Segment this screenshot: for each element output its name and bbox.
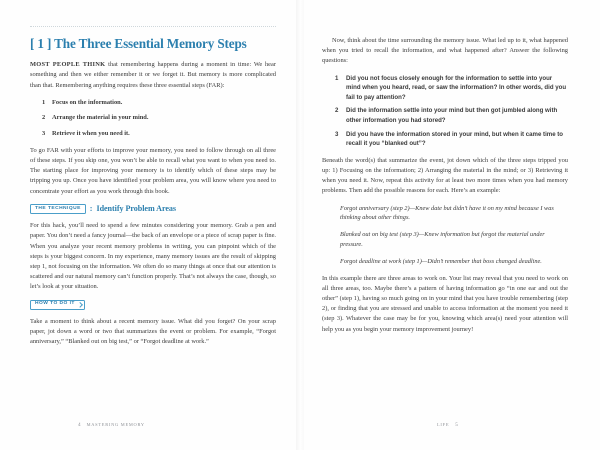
list-item — [52, 98, 276, 108]
footer-right — [437, 422, 458, 428]
spread-columns — [0, 26, 600, 398]
right-intro-paragraph: Now, think about the time surrounding the memory issue. What led up to it, what happened when you tried to recall the information, and what happened after? Answer the following questions: — [322, 37, 568, 65]
far-step-text: ocus on the information. — [55, 98, 123, 106]
example-entries — [322, 204, 568, 267]
intro-lead-smallcaps: MOST PEOPLE THINK — [30, 61, 106, 69]
diagnostic-questions-list — [322, 74, 568, 149]
technique-title: Identify Problem Areas — [96, 203, 177, 213]
how-to-tag-badge: HOW TO DO IT — [30, 300, 85, 310]
left-page — [0, 26, 300, 398]
list-item — [52, 129, 276, 139]
left-running-head: MASTERING MEMORY — [86, 422, 145, 427]
far-explanation-paragraph: To go FAR with your efforts to improve your memory, you need to follow through on all three of these steps. If you skip one, you won’t be able to recall what you want to when you need to. The starting place for improving your memory is to identify which of these steps may be tripping you up. Once you have identified your problem area, you will know where you need to concentrate your effort as you work through this book. — [30, 146, 276, 195]
list-item: Did you not focus closely enough for the information to settle into your mind when you heard, read, or saw the information? In other words, did you fail to pay attention? — [346, 74, 567, 101]
footer-left — [78, 422, 145, 428]
far-step-lead: A — [52, 114, 57, 122]
list-item: Did you have the information stored in your mind, but when it came time to recall it you “blanked out”? — [346, 130, 564, 148]
far-step-text: rrange the material in your mind. — [56, 114, 149, 122]
closing-paragraph: In this example there are three areas to work on. Your list may reveal that you need to work on all three areas, too. Maybe there’s a pattern of having information go “in one ear and out the other” (step 1), having so much going on in your mind that you have trouble remembering (step 2), or finding that you are stressed and unable to access information at the moment you need it (step 3). Whatever the case may be for you, knowing which area(s) need your attention will help you as you begin your memory improvement journey! — [322, 274, 568, 333]
right-page-number: 5 — [455, 422, 458, 428]
beneath-words-paragraph: Beneath the word(s) that summarize the event, jot down which of the three steps tripped you up: 1) Focusing on the information; 2) Arranging the material in the mind; or 3) Retrieving it when you need it. Now, repeat this activity for at least two more times when you had memory problems. Then add the possible reasons for each. Here’s an example: — [322, 156, 568, 195]
list-item: Did the information settle into your mind but then got jumbled along with other information you had stored? — [346, 107, 558, 124]
technique-tag-badge: THE TECHNIQUE — [30, 204, 86, 214]
example-entry: Forgot anniversary (step 2)—Knew date but didn’t have it on my mind because I was thinking about other things. — [340, 204, 554, 222]
right-page — [300, 26, 600, 398]
intro-rest: that remembering happens during a moment in time: We hear something and then we either remember it or we forget it. But memory is more complicated than that. Remembering anything requires these three essential steps (FAR): — [30, 61, 276, 89]
far-steps-list — [30, 98, 276, 139]
technique-heading — [30, 204, 276, 214]
how-to-heading — [30, 300, 276, 310]
far-step-lead: R — [52, 129, 57, 137]
technique-colon: : — [89, 203, 93, 213]
example-entry: Forgot deadline at work (step 1)—Didn’t remember that boss changed deadline. — [340, 257, 542, 265]
running-feet — [0, 410, 600, 450]
far-step-lead: F — [52, 98, 56, 106]
far-step-text: etrieve it when you need it. — [56, 129, 130, 137]
left-page-number: 4 — [78, 422, 81, 428]
example-entry: Blanked out on big test (step 3)—Knew information but forgot the material under pressure. — [340, 231, 545, 248]
top-dotted-rule — [30, 26, 276, 27]
list-item — [52, 113, 276, 123]
right-running-head: LIFE — [437, 422, 450, 427]
technique-paragraph: For this hack, you’ll need to spend a few minutes considering your memory. Grab a pen and paper. You don’t need a fancy journal—the back of an envelope or a piece of scrap paper is fine. When you analyze your recent memory problems in writing, you can pinpoint which of the steps is your biggest concern. In my experience, many memory issues are the result of skipping step 1, not focusing on the information. We often do so many things at once that our attention is scattered and our natural memory can’t function properly. That’s not always the case, though, so let’s look at your situation. — [30, 222, 277, 291]
page-title: [ 1 ] The Three Essential Memory Steps — [30, 36, 247, 51]
intro-paragraph — [30, 60, 276, 91]
how-to-paragraph: Take a moment to think about a recent memory issue. What did you forget? On your scrap paper, jot down a word or two that summarizes the event or problem. For example, “Forgot anniversary,” “Blanked out on big test,” or “Forgot deadline at work.” — [30, 317, 276, 346]
